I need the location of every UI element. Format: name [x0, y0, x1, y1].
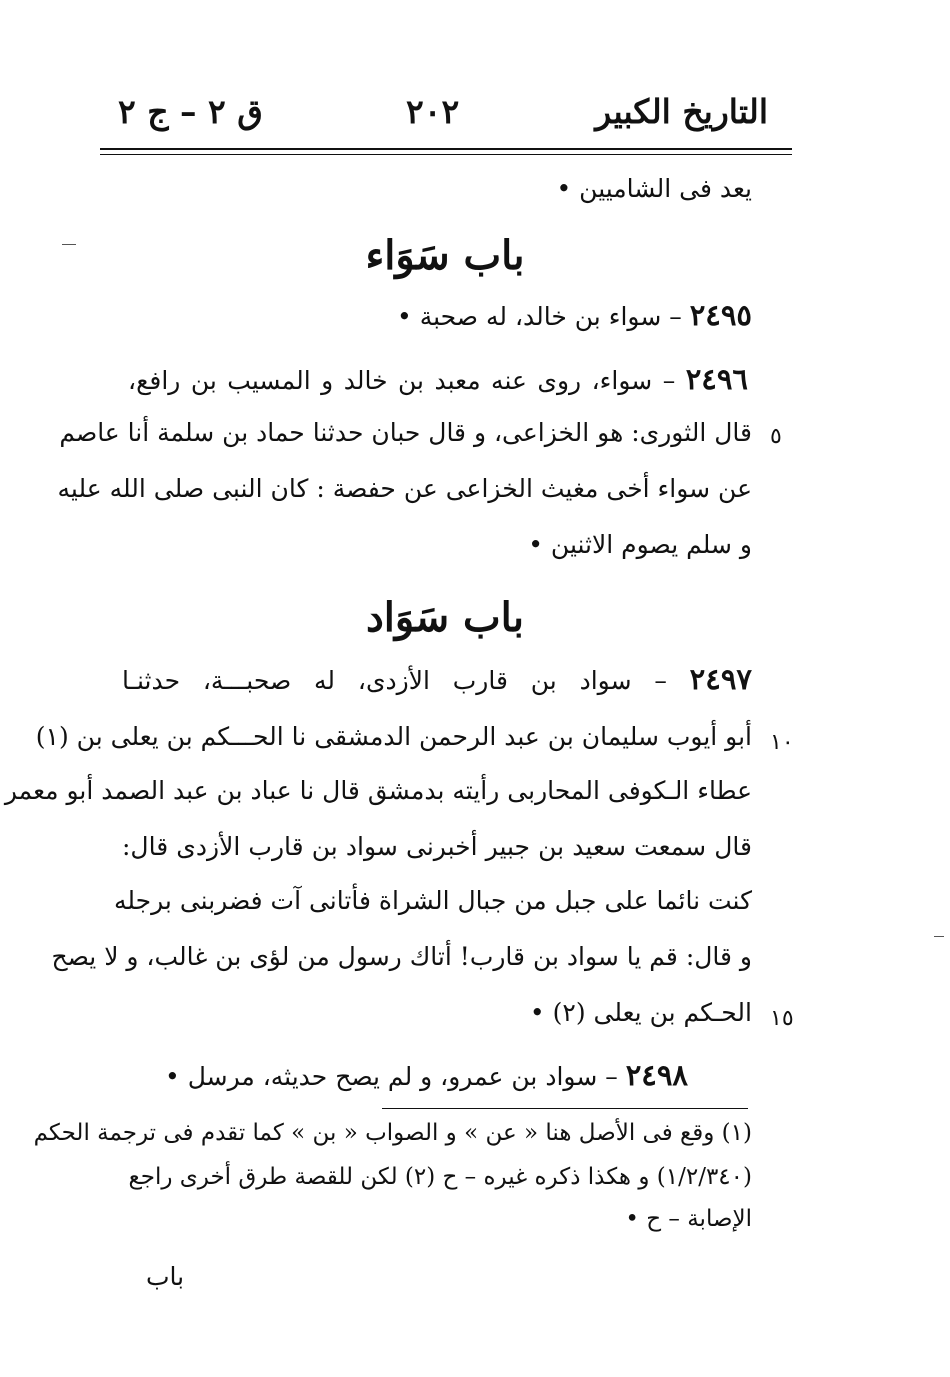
line-number-5: ٥: [770, 424, 782, 449]
entry-text: – سواء، روى عنه معبد بن خالد و المسيب بن رافع،: [128, 366, 676, 395]
entry-2498: [165, 1058, 688, 1092]
entry-text: – سواد بن قارب الأزدى، له صحبـــة، حدثنـا: [122, 666, 667, 695]
entry-2497: [122, 662, 752, 696]
text-line: الحـكم بن يعلى (٢) •: [529, 998, 752, 1027]
section-heading-sawad: باب سَوَاد: [365, 594, 524, 641]
text-line: قال سمعت سعيد بن جبير أخبرنى سواد بن قارب الأزدى قال:: [122, 832, 752, 861]
footnote-rule: [382, 1108, 748, 1109]
footnote-line: (١/٢/٣٤٠) و هكذا ذكره غيره – ح (٢) لكن للقصة طرق أخرى راجع: [128, 1164, 752, 1190]
line-number-15: ١٥: [770, 1006, 794, 1031]
scan-mark: [934, 936, 944, 937]
page-number: ٢٠٢: [406, 92, 460, 131]
text-line: و قال: قم يا سواد بن قارب! أتاك رسول من لؤى بن غالب، و لا يصح: [51, 942, 752, 971]
book-title: التاريخ الكبير: [595, 92, 768, 131]
entry-text: – سواء بن خالد، له صحبة •: [397, 302, 682, 331]
scan-mark: [62, 244, 76, 245]
footnote-line: (١) وقع فى الأصل هنا « عن » و الصواب « بن » كما تقدم فى ترجمة الحكم: [33, 1120, 752, 1146]
volume-reference: ق ٢ – ج ٢: [118, 92, 263, 131]
text-line: كنت نائما على جبل من جبال الشراة فأتانى آت فضربنى برجله: [113, 886, 752, 915]
text-line: و سلم يصوم الاثنين •: [528, 530, 752, 559]
entry-2495: [397, 298, 752, 332]
footnote-line: الإصابة – ح •: [625, 1206, 752, 1232]
running-header: [100, 92, 790, 144]
section-heading-sawa: باب سَوَاء: [365, 232, 525, 279]
line-number-10: ١٠: [770, 730, 794, 755]
entry-number: ٢٤٩٨: [625, 1058, 688, 1092]
entry-2496: [128, 362, 748, 396]
text-line: أبو أيوب سليمان بن عبد الرحمن الدمشقى نا الحـــكم بن يعلى بن (١): [35, 722, 752, 751]
text-line: يعد فى الشاميين •: [556, 174, 752, 203]
header-rule: [100, 148, 792, 155]
catchword: باب: [146, 1262, 185, 1291]
entry-number: ٢٤٩٥: [689, 298, 752, 332]
entry-number: ٢٤٩٦: [685, 362, 748, 396]
entry-text: – سواد بن عمرو، و لم يصح حديثه، مرسل •: [165, 1062, 618, 1091]
entry-number: ٢٤٩٧: [689, 662, 752, 696]
text-line: عن سواء أخى مغيث الخزاعى عن حفصة : كان النبى صلى الله عليه: [57, 474, 752, 503]
text-line: قال الثورى: هو الخزاعى، و قال حبان حدثنا حماد بن سلمة أنا عاصم: [59, 418, 752, 447]
text-line: عطاء الـكوفى المحاربى رأيته بدمشق قال نا عباد بن عبد الصمد أبو معمر: [4, 776, 752, 805]
